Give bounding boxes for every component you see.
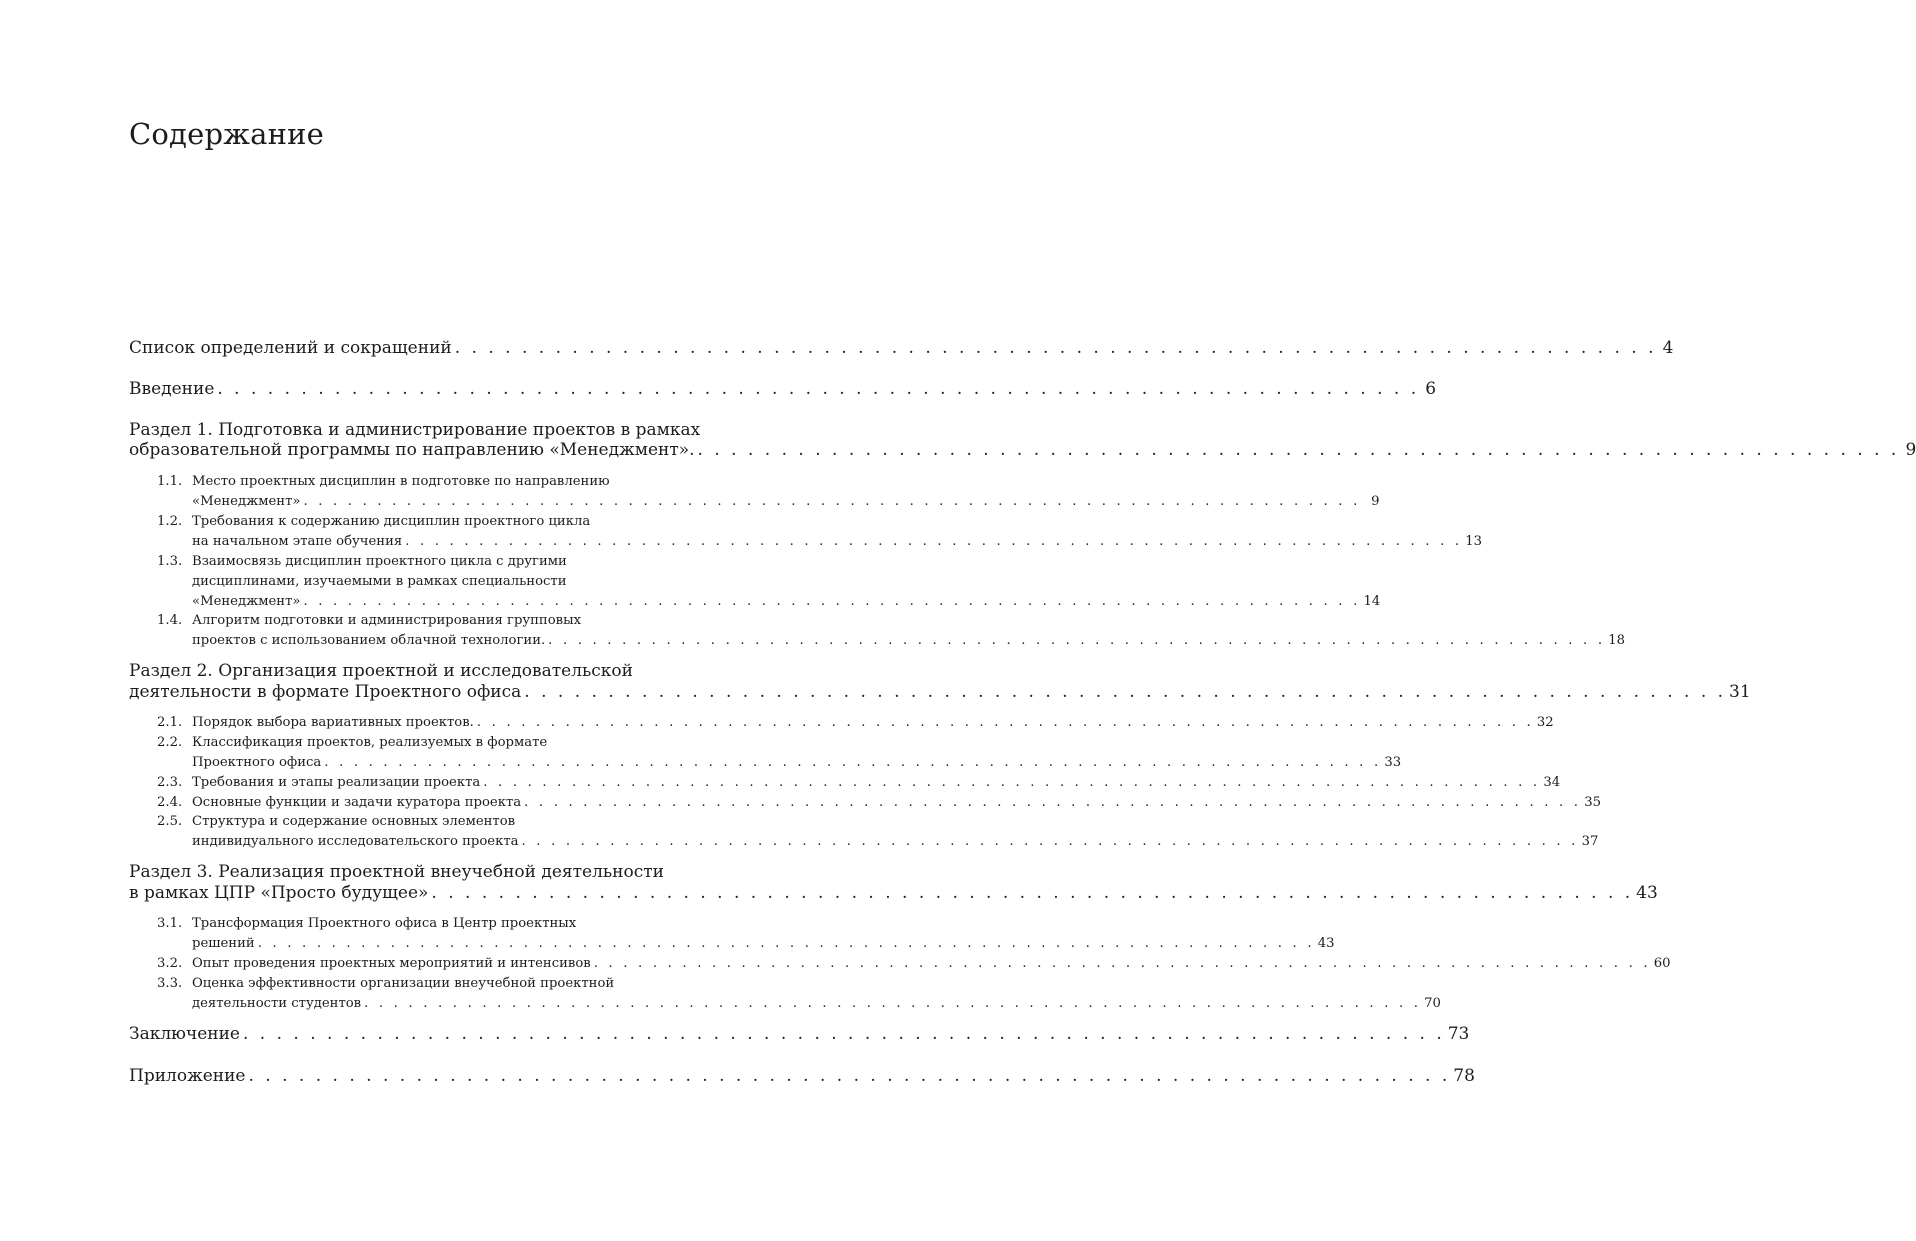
toc-entry-text: «Менеджмент» xyxy=(192,494,301,509)
toc-entry-text: проектов с использованием облачной технологии. xyxy=(192,633,546,648)
dot-leader: . . . . . . . . . . . . . . . . . . . . . . . . . . . . . . . . . . . . . . . . . . . . . . . . . . . . . . . . . . . . . . . . . . . . . . . . xyxy=(431,883,1634,903)
toc-page-number: 78 xyxy=(1453,1066,1475,1086)
toc-page-number: 33 xyxy=(1384,755,1402,770)
toc-subsection-number: 1.2. xyxy=(157,514,183,529)
toc-entry-text: Оценка эффективности организации внеучебной проектной xyxy=(192,976,615,991)
toc-subsection-line xyxy=(192,593,1381,611)
toc-entry-text: индивидуального исследовательского проекта xyxy=(192,834,519,849)
toc-subsection-number: 1.4. xyxy=(157,613,183,628)
dot-leader: . . . . . . . . . . . . . . . . . . . . . . . . . . . . . . . . . . . . . . . . . . . . . . . . . . . . . . . . . . . . . . . . . . . . . . . . xyxy=(364,996,1422,1011)
toc-entry-text: дисциплинами, изучаемыми в рамках специальности xyxy=(192,574,567,589)
dot-leader: . . . . . . . . . . . . . . . . . . . . . . . . . . . . . . . . . . . . . . . . . . . . . . . . . . . . . . . . . . . . . . . . . . . . . . . . xyxy=(217,379,1420,399)
toc-subsection-line xyxy=(192,915,717,933)
toc-entry-text: Основные функции и задачи куратора проекта xyxy=(192,795,522,810)
toc-entry-text: Опыт проведения проектных мероприятий и интенсивов xyxy=(192,956,591,971)
toc-page-number: 70 xyxy=(1424,996,1441,1011)
dot-leader: . . . . . . . . . . . . . . . . . . . . . . . . . . . . . . . . . . . . . . . . . . . . . . . . . . . . . . . . . . . . . . . . . . . . . . . . xyxy=(593,956,1651,971)
toc-entry-text: Требования и этапы реализации проекта xyxy=(192,775,481,790)
toc-subsection-number: 2.4. xyxy=(157,795,183,810)
dot-leader: . . . . . . . . . . . . . . . . . . . . . . . . . . . . . . . . . . . . . . . . . . . . . . . . . . . . . . . . . . . . . . . . . . . . . . . . xyxy=(521,834,1579,849)
toc-page-number: 34 xyxy=(1543,775,1561,790)
page-title: Содержание xyxy=(129,117,325,151)
toc-section-line xyxy=(129,440,1916,461)
toc-subsection-line xyxy=(192,493,1380,511)
toc-subsection-line xyxy=(192,935,1335,953)
toc-section-line xyxy=(129,420,717,441)
toc-subsection-number: 1.3. xyxy=(157,554,183,569)
dot-leader: . . . . . . . . . . . . . . . . . . . . . . . . . . . . . . . . . . . . . . . . . . . . . . . . . . . . . . . . . . . . . . . . . . . . . . . . xyxy=(697,440,1900,460)
toc-page-number: 9 xyxy=(1905,440,1916,460)
toc-entry-text: Список определений и сокращений xyxy=(129,338,452,358)
toc-page-number: 37 xyxy=(1581,834,1599,849)
dot-leader: . . . . . . . . . . . . . . . . . . . . . . . . . . . . . . . . . . . . . . . . . . . . . . . . . . . . . . . . . . . . . . . . . . . . . . . . xyxy=(303,494,1361,509)
toc-subsection-line xyxy=(192,975,717,993)
toc-section-line xyxy=(129,883,1658,904)
toc-subsection-line xyxy=(192,573,717,591)
toc-subsection-line xyxy=(192,533,1483,551)
toc-section-line xyxy=(129,1066,1475,1087)
toc-section-line xyxy=(129,661,717,682)
dot-leader: . . . . . . . . . . . . . . . . . . . . . . . . . . . . . . . . . . . . . . . . . . . . . . . . . . . . . . . . . . . . . . . . . . . . . . . . xyxy=(454,338,1657,358)
toc-subsection-number: 2.2. xyxy=(157,735,183,750)
toc-subsection-line xyxy=(192,714,1554,732)
toc-entry-text: Алгоритм подготовки и администрирования групповых xyxy=(192,613,582,628)
toc-section-line xyxy=(129,338,1674,359)
toc-entry-text: Требования к содержанию дисциплин проектного цикла xyxy=(192,514,591,529)
dot-leader: . . . . . . . . . . . . . . . . . . . . . . . . . . . . . . . . . . . . . . . . . . . . . . . . . . . . . . . . . . . . . . . . . . . . . . . . xyxy=(248,1066,1451,1086)
toc-subsection-line xyxy=(192,632,1625,650)
toc-section-line xyxy=(129,1024,1470,1045)
toc-entry-text: образовательной программы по направлению «Менеджмент». xyxy=(129,440,695,460)
toc-page-number: 31 xyxy=(1729,682,1751,702)
toc-entry-text: Раздел 1. Подготовка и администрирование проектов в рамках xyxy=(129,420,701,440)
dot-leader: . . . . . . . . . . . . . . . . . . . . . . . . . . . . . . . . . . . . . . . . . . . . . . . . . . . . . . . . . . . . . . . . . . . . . . . . xyxy=(548,633,1606,648)
toc-subsection-line xyxy=(192,734,717,752)
dot-leader: . . . . . . . . . . . . . . . . . . . . . . . . . . . . . . . . . . . . . . . . . . . . . . . . . . . . . . . . . . . . . . . . . . . . . . . . xyxy=(303,594,1361,609)
toc-subsection-line xyxy=(192,794,1601,812)
toc-subsection-line xyxy=(192,955,1671,973)
dot-leader: . . . . . . . . . . . . . . . . . . . . . . . . . . . . . . . . . . . . . . . . . . . . . . . . . . . . . . . . . . . . . . . . . . . . . . . . xyxy=(524,682,1727,702)
toc-entry-text: Взаимосвязь дисциплин проектного цикла с другими xyxy=(192,554,567,569)
toc-page-number: 13 xyxy=(1465,534,1483,549)
toc-page-number: 18 xyxy=(1608,633,1625,648)
toc-entry-text: на начальном этапе обучения xyxy=(192,534,403,549)
toc-section-line xyxy=(129,379,1437,400)
toc-subsection-line xyxy=(192,995,1441,1013)
toc-entry-text: Структура и содержание основных элементов xyxy=(192,814,516,829)
toc-entry-text: Порядок выбора вариативных проектов. xyxy=(192,715,474,730)
toc-page-number: 6 xyxy=(1425,379,1437,399)
toc-entry-text: Трансформация Проектного офиса в Центр проектных xyxy=(192,916,577,931)
toc-page-number: 35 xyxy=(1584,795,1601,810)
toc-subsection-number: 3.3. xyxy=(157,976,183,991)
toc-page-number: 73 xyxy=(1447,1024,1470,1044)
toc-entry-text: Приложение xyxy=(129,1066,246,1086)
toc-subsection-line xyxy=(192,473,717,491)
dot-leader: . . . . . . . . . . . . . . . . . . . . . . . . . . . . . . . . . . . . . . . . . . . . . . . . . . . . . . . . . . . . . . . . . . . . . . . . xyxy=(324,755,1382,770)
toc-subsection-number: 2.5. xyxy=(157,814,183,829)
toc-subsection-line xyxy=(192,553,717,571)
dot-leader: . . . . . . . . . . . . . . . . . . . . . . . . . . . . . . . . . . . . . . . . . . . . . . . . . . . . . . . . . . . . . . . . . . . . . . . . xyxy=(242,1024,1445,1044)
toc-entry-text: решений xyxy=(192,936,255,951)
toc-entry-text: в рамках ЦПР «Просто будущее» xyxy=(129,883,429,903)
toc-entry-text: Проектного офиса xyxy=(192,755,322,770)
toc-entry-text: деятельности в формате Проектного офиса xyxy=(129,682,522,702)
dot-leader: . . . . . . . . . . . . . . . . . . . . . . . . . . . . . . . . . . . . . . . . . . . . . . . . . . . . . . . . . . . . . . . . . . . . . . . . xyxy=(476,715,1534,730)
toc-subsection-line xyxy=(192,774,1561,792)
toc-section-line xyxy=(129,862,717,883)
toc-page-number: 43 xyxy=(1317,936,1335,951)
toc-subsection-line xyxy=(192,612,717,630)
toc-entry-text: Введение xyxy=(129,379,215,399)
dot-leader: . . . . . . . . . . . . . . . . . . . . . . . . . . . . . . . . . . . . . . . . . . . . . . . . . . . . . . . . . . . . . . . . . . . . . . . . xyxy=(524,795,1582,810)
dot-leader: . . . . . . . . . . . . . . . . . . . . . . . . . . . . . . . . . . . . . . . . . . . . . . . . . . . . . . . . . . . . . . . . . . . . . . . . xyxy=(405,534,1463,549)
toc-entry-text: «Менеджмент» xyxy=(192,594,301,609)
toc-subsection-number: 2.3. xyxy=(157,775,183,790)
toc-subsection-line xyxy=(192,513,717,531)
toc-subsection-number: 3.1. xyxy=(157,916,183,931)
toc-subsection-line xyxy=(192,754,1402,772)
toc-page-number: 4 xyxy=(1662,338,1674,358)
toc-subsection-number: 3.2. xyxy=(157,956,183,971)
toc-subsection-number: 1.1. xyxy=(157,474,183,489)
dot-leader: . . . . . . . . . . . . . . . . . . . . . . . . . . . . . . . . . . . . . . . . . . . . . . . . . . . . . . . . . . . . . . . . . . . . . . . . xyxy=(257,936,1315,951)
toc-page-number: 32 xyxy=(1536,715,1554,730)
toc-subsection-number: 2.1. xyxy=(157,715,183,730)
toc-page-number: 9 xyxy=(1371,494,1380,509)
toc-subsection-line xyxy=(192,833,1599,851)
toc-entry-text: деятельности студентов xyxy=(192,996,362,1011)
toc-entry-text: Классификация проектов, реализуемых в формате xyxy=(192,735,548,750)
toc-entry-text: Заключение xyxy=(129,1024,240,1044)
toc-page-number: 43 xyxy=(1636,883,1658,903)
toc-entry-text: Раздел 2. Организация проектной и исследовательской xyxy=(129,661,633,681)
dot-leader: . . . . . . . . . . . . . . . . . . . . . . . . . . . . . . . . . . . . . . . . . . . . . . . . . . . . . . . . . . . . . . . . . . . . . . . . xyxy=(483,775,1541,790)
toc-section-line xyxy=(129,682,1751,703)
toc-page-number: 60 xyxy=(1653,956,1671,971)
toc-subsection-line xyxy=(192,813,717,831)
toc-entry-text: Раздел 3. Реализация проектной внеучебной деятельности xyxy=(129,862,664,882)
toc-page-number: 14 xyxy=(1363,594,1381,609)
toc-entry-text: Место проектных дисциплин в подготовке по направлению xyxy=(192,474,610,489)
